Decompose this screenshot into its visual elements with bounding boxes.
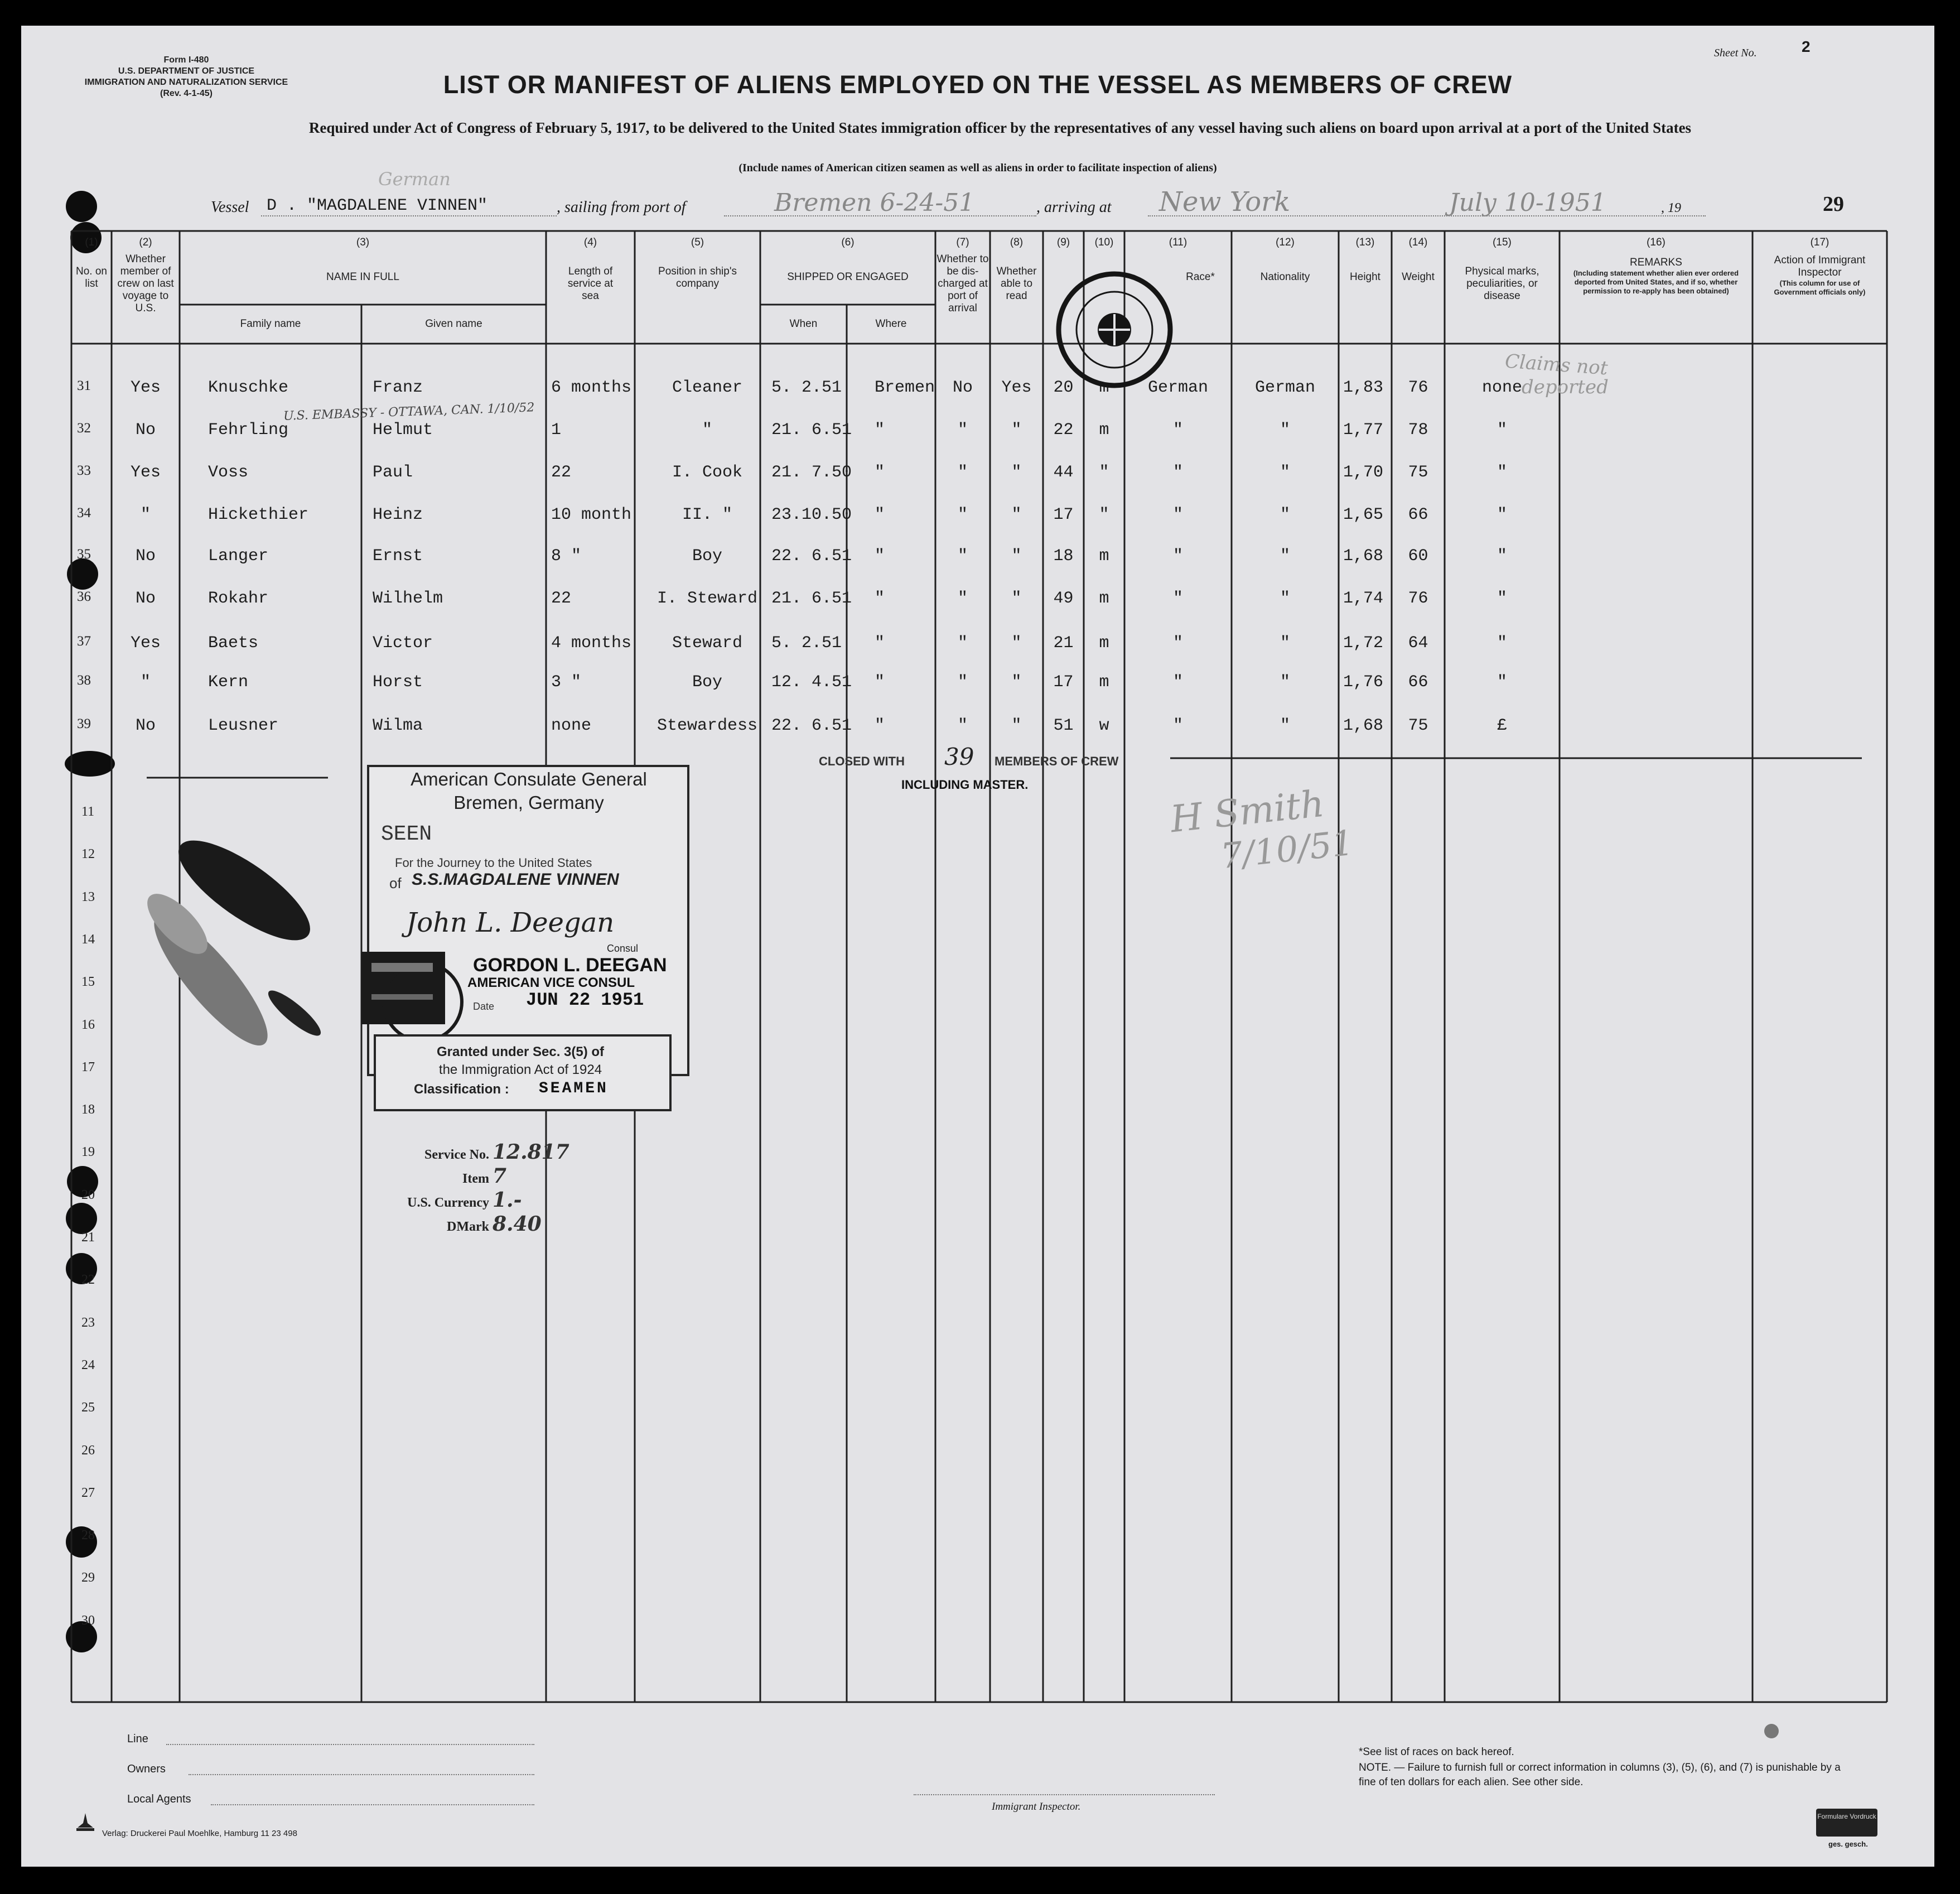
consulate-round-seal [1047,263,1181,397]
col-17-sub: (This column for use of Government officials only) [1774,279,1866,296]
empty-row-number: 30 [81,1613,95,1628]
form-service: IMMIGRATION AND NATURALIZATION SERVICE [84,78,288,87]
empty-row-number: 28 [81,1528,95,1543]
table-cell-where: " [875,463,885,482]
table-cell-weight: 66 [1408,505,1428,524]
consulate-line-2: Bremen, Germany [453,792,604,813]
table-cell-where: " [875,421,885,440]
table-cell-height: 1,76 [1343,673,1384,692]
table-cell-when: 21. 6.51 [771,589,852,608]
table-cell-weight: 76 [1408,378,1428,397]
table-cell-read: Yes [1001,378,1032,397]
footer-note: NOTE. — Failure to furnish full or correct information in columns (3), (5), (6), and (7) is punishable by a fine of ten dollars for each alien. See other side. [1359,1762,1841,1788]
table-cell-no: 36 [77,589,91,604]
consulate-date-label: Date [473,1001,495,1012]
table-cell-read: " [1011,634,1022,653]
table-cell-race: " [1172,634,1183,653]
page-number: 29 [1823,192,1844,216]
table-cell-family: Fehrling [208,421,289,440]
table-cell-given: Heinz [373,505,423,524]
table-cell-last: Yes [130,634,161,653]
empty-row-number: 27 [81,1485,95,1500]
footer-printer: Verlag: Druckerei Paul Moehlke, Hamburg 11 23 498 [102,1829,297,1838]
table-cell-sex: w [1099,716,1109,735]
empty-row-number: 12 [81,847,95,862]
table-cell-where: " [875,716,885,735]
table-cell-nationality: " [1280,634,1290,653]
granted-stamp-text [378,1043,663,1079]
table-cell-read: " [1011,463,1022,482]
col-3-family-name: Family name [240,318,301,330]
table-cell-weight: 75 [1408,463,1428,482]
table-cell-family: Baets [208,634,259,653]
col-8-num: (8) [1010,237,1024,248]
table-cell-age: 51 [1053,716,1074,735]
granted-class-label: Classification : [414,1082,509,1097]
arriving-label: , arriving at [1036,199,1112,216]
col-17-num: (17) [1810,237,1829,248]
table-cell-last: No [135,716,156,735]
table-cell-position: Cleaner [672,378,743,397]
sheet-no-value: 2 [1802,38,1811,55]
consulate-signature: John L. Deegan [406,907,615,938]
consulate-title: AMERICAN VICE CONSUL [467,975,635,990]
table-cell-position: Boy [692,547,722,566]
empty-row-number: 26 [81,1443,95,1458]
granted-class-value: SEAMEN [539,1080,609,1097]
table-cell-discharged: " [957,463,968,482]
table-cell-service: 10 month [551,505,632,524]
table-cell-read: " [1011,673,1022,692]
manifest-sheet [21,26,1934,1867]
col-9-num: (9) [1056,237,1070,248]
table-cell-weight: 66 [1408,673,1428,692]
col-1-num: (1) [85,237,98,248]
table-cell-discharged: " [957,716,968,735]
table-cell-when: 22. 6.51 [771,547,852,566]
form-id: Form I-480 [163,55,209,65]
table-cell-no: 37 [77,634,91,649]
table-cell-when: 22. 6.51 [771,716,852,735]
arrival-date: July 10-1951 [1449,189,1606,217]
col-16-sub: (Including statement whether alien ever ordered deported from United States, and if so, whether permission to re-apply has been obtained) [1573,269,1739,295]
table-cell-age: 21 [1053,634,1074,653]
col-6-num: (6) [841,237,855,248]
table-cell-discharged: " [957,547,968,566]
table-cell-sex: m [1099,589,1109,608]
fee-dmark-label: DMark [447,1220,489,1234]
inspector-signature: H Smith [1168,782,1326,841]
footer-agents-field [211,1804,534,1805]
col-2-label: Whether member of crew on last voyage to U.S. [117,253,174,314]
table-cell-given: Victor [373,634,433,653]
footer-inspector-label: Immigrant Inspector. [992,1801,1081,1813]
ribbon-seal [127,829,373,1074]
col-1-label: No. on list [76,266,107,290]
page-title: LIST OR MANIFEST OF ALIENS EMPLOYED ON THE VESSEL AS MEMBERS OF CREW [443,70,1513,99]
table-cell-given: Helmut [373,421,433,440]
col-3-label: NAME IN FULL [326,271,399,283]
table-cell-no: 39 [77,716,91,731]
table-cell-nationality: " [1280,505,1290,524]
consulate-consul-label: Consul [607,943,639,954]
table-cell-height: 1,65 [1343,505,1384,524]
closed-prefix: CLOSED WITH [819,754,905,768]
table-cell-age: 17 [1053,505,1074,524]
table-cell-where: " [875,589,885,608]
table-cell-no: 38 [77,673,91,688]
table-cell-when: 5. 2.51 [771,378,842,397]
granted-line-1: Granted under Sec. 3(5) of [436,1044,605,1059]
table-cell-given: Horst [373,673,423,692]
table-cell-race: " [1172,673,1183,692]
table-cell-nationality: " [1280,421,1290,440]
table-cell-when: 21. 7.50 [771,463,852,482]
table-cell-when: 5. 2.51 [771,634,842,653]
vessel-name: D . "MAGDALENE VINNEN" [267,196,488,215]
table-cell-when: 21. 6.51 [771,421,852,440]
col-13-label: Height [1350,271,1380,283]
col-14-label: Weight [1402,271,1435,283]
table-cell-sex: m [1099,634,1109,653]
fee-item-label: Item [462,1172,489,1186]
table-cell-family: Knuschke [208,378,289,397]
table-cell-position: I. Steward [656,589,758,608]
table-cell-height: 1,68 [1343,716,1384,735]
closed-suffix: MEMBERS OF CREW [995,754,1119,768]
footer-agents-label: Local Agents [127,1793,191,1805]
table-cell-no: 32 [77,421,91,436]
table-cell-position: Steward [672,634,743,653]
table-cell-weight: 60 [1408,547,1428,566]
empty-row-number: 21 [81,1230,95,1245]
empty-row-number: 23 [81,1315,95,1330]
empty-row-number: 22 [81,1273,95,1288]
embassy-note: U.S. EMBASSY - OTTAWA, CAN. 1/10/52 [283,401,535,423]
table-cell-position: II. " [682,505,732,524]
table-cell-where: " [875,673,885,692]
col-11-label: Race* [1186,271,1215,283]
vessel-label: Vessel [211,199,249,216]
page-subtitle: Required under Act of Congress of February 5, 1917, to be delivered to the United States immigration officer by the representatives of any vessel having such aliens on board upon arrival at a port of the United States [308,119,1692,136]
table-cell-family: Leusner [208,716,279,735]
table-cell-service: 3 " [551,673,582,692]
table-cell-last: " [140,673,151,692]
table-cell-given: Ernst [373,547,423,566]
footer-inspector-line [914,1794,1215,1795]
col-12-label: Nationality [1260,271,1310,283]
sailing-label: , sailing from port of [557,199,686,216]
table-cell-service: 22 [551,463,572,482]
printer-logo-icon [74,1811,96,1833]
table-cell-last: Yes [130,378,161,397]
table-cell-family: Rokahr [208,589,269,608]
table-cell-nationality: " [1280,673,1290,692]
table-cell-last: No [135,421,156,440]
fee-item-value: 7 [493,1164,507,1188]
granted-line-2: the Immigration Act of 1924 [438,1062,602,1077]
table-cell-where: " [875,505,885,524]
table-cell-last: No [135,589,156,608]
col-12-num: (12) [1276,237,1295,248]
footer-logo-mark: ges. gesch. [1828,1840,1868,1848]
col-2-num: (2) [139,237,152,248]
footer-owners-field [189,1774,534,1775]
fee-block-labels [384,1140,569,1237]
table-cell-marks: " [1496,463,1507,482]
table-cell-height: 1,83 [1343,378,1384,397]
col-7-num: (7) [956,237,969,248]
footer-line-field [166,1744,534,1745]
fee-currency-label: U.S. Currency [407,1196,489,1210]
table-cell-sex: m [1099,378,1109,397]
table-cell-read: " [1011,547,1022,566]
table-cell-weight: 64 [1408,634,1428,653]
consulate-ship: S.S.MAGDALENE VINNEN [412,870,619,889]
empty-row-number: 20 [81,1187,95,1202]
vessel-note: German [378,168,451,190]
fee-service-label: Service No. [424,1148,489,1162]
col-4-label: Length of service at sea [567,266,614,302]
empty-row-number: 18 [81,1102,95,1117]
table-cell-marks: " [1496,589,1507,608]
table-cell-service: 22 [551,589,572,608]
footer-owners-label: Owners [127,1763,166,1775]
table-cell-discharged: " [957,505,968,524]
closed-line-2: INCLUDING MASTER. [901,778,1029,792]
fee-currency-value: 1.- [493,1188,522,1212]
table-cell-sex: m [1099,673,1109,692]
table-cell-given: Wilhelm [373,589,443,608]
empty-row-number: 29 [81,1570,95,1585]
table-cell-height: 1,68 [1343,547,1384,566]
table-cell-sex: m [1099,421,1109,440]
empty-row-number: 11 [81,804,95,819]
table-cell-nationality: " [1280,547,1290,566]
page-note: (Include names of American citizen seamen as well as aliens in order to facilitate inspection of aliens) [738,162,1217,174]
table-cell-no: 35 [77,547,91,562]
col-3-given-name: Given name [425,318,482,330]
table-cell-age: 49 [1053,589,1074,608]
table-cell-position: " [702,421,712,440]
table-cell-race: German [1147,378,1209,397]
table-cell-service: 6 months [551,378,632,397]
col-14-num: (14) [1408,237,1428,248]
table-cell-where: " [875,634,885,653]
table-cell-position: I. Cook [672,463,743,482]
fee-dmark-value: 8.40 [493,1212,542,1236]
sailing-port: Bremen 6-24-51 [774,189,975,217]
table-cell-family: Hickethier [208,505,309,524]
empty-row-number: 25 [81,1400,95,1415]
table-cell-when: 23.10.50 [771,505,852,524]
consulate-date: JUN 22 1951 [526,990,644,1010]
table-cell-last: Yes [130,463,161,482]
table-cell-race: " [1172,589,1183,608]
table-cell-height: 1,70 [1343,463,1384,482]
col-16-label: REMARKS [1630,257,1682,268]
table-cell-weight: 75 [1408,716,1428,735]
table-cell-family: Langer [208,547,269,566]
col-5-num: (5) [691,237,704,248]
table-cell-discharged: " [957,634,968,653]
consulate-ship-prefix: of [389,875,402,891]
table-cell-nationality: " [1280,716,1290,735]
footer-races-note: *See list of races on back hereof. [1359,1746,1514,1758]
col-6-label: SHIPPED OR ENGAGED [787,271,909,283]
table-cell-weight: 76 [1408,589,1428,608]
table-cell-sex: m [1099,547,1109,566]
table-cell-family: Kern [208,673,249,692]
table-cell-service: 8 " [551,547,582,566]
table-cell-given: Franz [373,378,423,397]
col-6-when: When [789,318,818,330]
fee-service-value: 12.817 [493,1140,569,1164]
col-11-num: (11) [1169,237,1187,248]
col-16-num: (16) [1647,237,1665,248]
table-cell-marks: " [1496,634,1507,653]
table-cell-given: Paul [373,463,413,482]
empty-row-number: 15 [81,975,95,990]
table-cell-last: No [135,547,156,566]
closed-count: 39 [944,743,974,770]
col-13-num: (13) [1355,237,1375,248]
arriving-port: New York [1159,186,1291,218]
empty-row-number: 16 [81,1017,95,1032]
table-cell-marks: £ [1496,716,1507,735]
col-10-num: (10) [1094,237,1114,248]
year-suffix: , 19 [1661,201,1681,215]
table-cell-height: 1,74 [1343,589,1384,608]
table-cell-read: " [1011,421,1022,440]
form-rev: (Rev. 4-1-45) [160,89,213,98]
table-cell-age: 18 [1053,547,1074,566]
col-6-where: Where [875,318,907,330]
inspector-signature-date: 7/10/51 [1218,822,1356,877]
empty-row-number: 17 [81,1059,95,1074]
col-15-label: Physical marks, peculiarities, or disease [1465,266,1539,302]
col-5-label: Position in ship's company [658,266,737,290]
table-cell-marks: " [1496,673,1507,692]
table-cell-nationality: " [1280,589,1290,608]
table-cell-sex: " [1099,505,1109,524]
table-cell-position: Boy [692,673,722,692]
footer-line-label: Line [127,1733,148,1745]
table-cell-race: " [1172,421,1183,440]
table-cell-height: 1,72 [1343,634,1384,653]
table-cell-age: 20 [1053,378,1074,397]
table-cell-height: 1,77 [1343,421,1384,440]
table-cell-where: " [875,547,885,566]
consulate-line-1: American Consulate General [411,769,647,789]
empty-row-number: 13 [81,889,95,904]
table-cell-age: 22 [1053,421,1074,440]
footer-dot [1764,1724,1779,1738]
col-7-label: Whether to be dis-charged at port of arrival [936,253,989,314]
consulate-stamp-text [378,768,679,815]
table-cell-discharged: No [952,378,973,397]
table-cell-race: " [1172,463,1183,482]
empty-row-number: 19 [81,1145,95,1160]
table-cell-no: 34 [77,505,91,521]
table-cell-age: 44 [1053,463,1074,482]
table-cell-nationality: " [1280,463,1290,482]
table-cell-service: 4 months [551,634,632,653]
table-cell-no: 33 [77,463,91,478]
table-cell-age: 17 [1053,673,1074,692]
table-cell-marks: " [1496,505,1507,524]
table-cell-race: " [1172,505,1183,524]
table-cell-sex: " [1099,463,1109,482]
col-8-label: Whether able to read [996,266,1037,302]
form-dept: U.S. DEPARTMENT OF JUSTICE [118,66,255,76]
table-cell-service: none [551,716,592,735]
table-cell-weight: 78 [1408,421,1428,440]
remarks-note-2: deported [1522,376,1609,398]
table-cell-no: 31 [77,378,91,393]
table-cell-discharged: " [957,589,968,608]
consulate-seen: SEEN [381,822,432,846]
table-cell-when: 12. 4.51 [771,673,852,692]
table-cell-given: Wilma [373,716,423,735]
sheet-no-label: Sheet No. [1714,47,1757,59]
table-cell-position: Stewardess [656,716,758,735]
col-3-num: (3) [356,237,370,248]
table-cell-last: " [140,505,151,524]
col-17-label: Action of Immigrant Inspector [1774,254,1866,278]
table-cell-read: " [1011,716,1022,735]
table-cell-marks: " [1496,421,1507,440]
table-cell-nationality: German [1254,378,1316,397]
table-cell-race: " [1172,547,1183,566]
remarks-note-1: Claims not [1504,350,1609,380]
table-cell-discharged: " [957,421,968,440]
table-cell-discharged: " [957,673,968,692]
empty-row-number: 14 [81,932,95,947]
table-cell-marks: none [1481,378,1522,397]
footer-logo: Formulare Vordruck [1816,1809,1877,1837]
col-4-num: (4) [583,237,597,248]
table-cell-read: " [1011,505,1022,524]
empty-row-number: 24 [81,1357,95,1372]
col-15-num: (15) [1493,237,1512,248]
table-cell-read: " [1011,589,1022,608]
table-cell-family: Voss [208,463,249,482]
table-cell-where: Bremen [875,378,935,397]
consulate-officer: GORDON L. DEEGAN [473,955,667,976]
table-cell-service: 1 [551,421,562,440]
table-cell-race: " [1172,716,1183,735]
table-cell-marks: " [1496,547,1507,566]
consulate-journey: For the Journey to the United States [395,856,592,870]
